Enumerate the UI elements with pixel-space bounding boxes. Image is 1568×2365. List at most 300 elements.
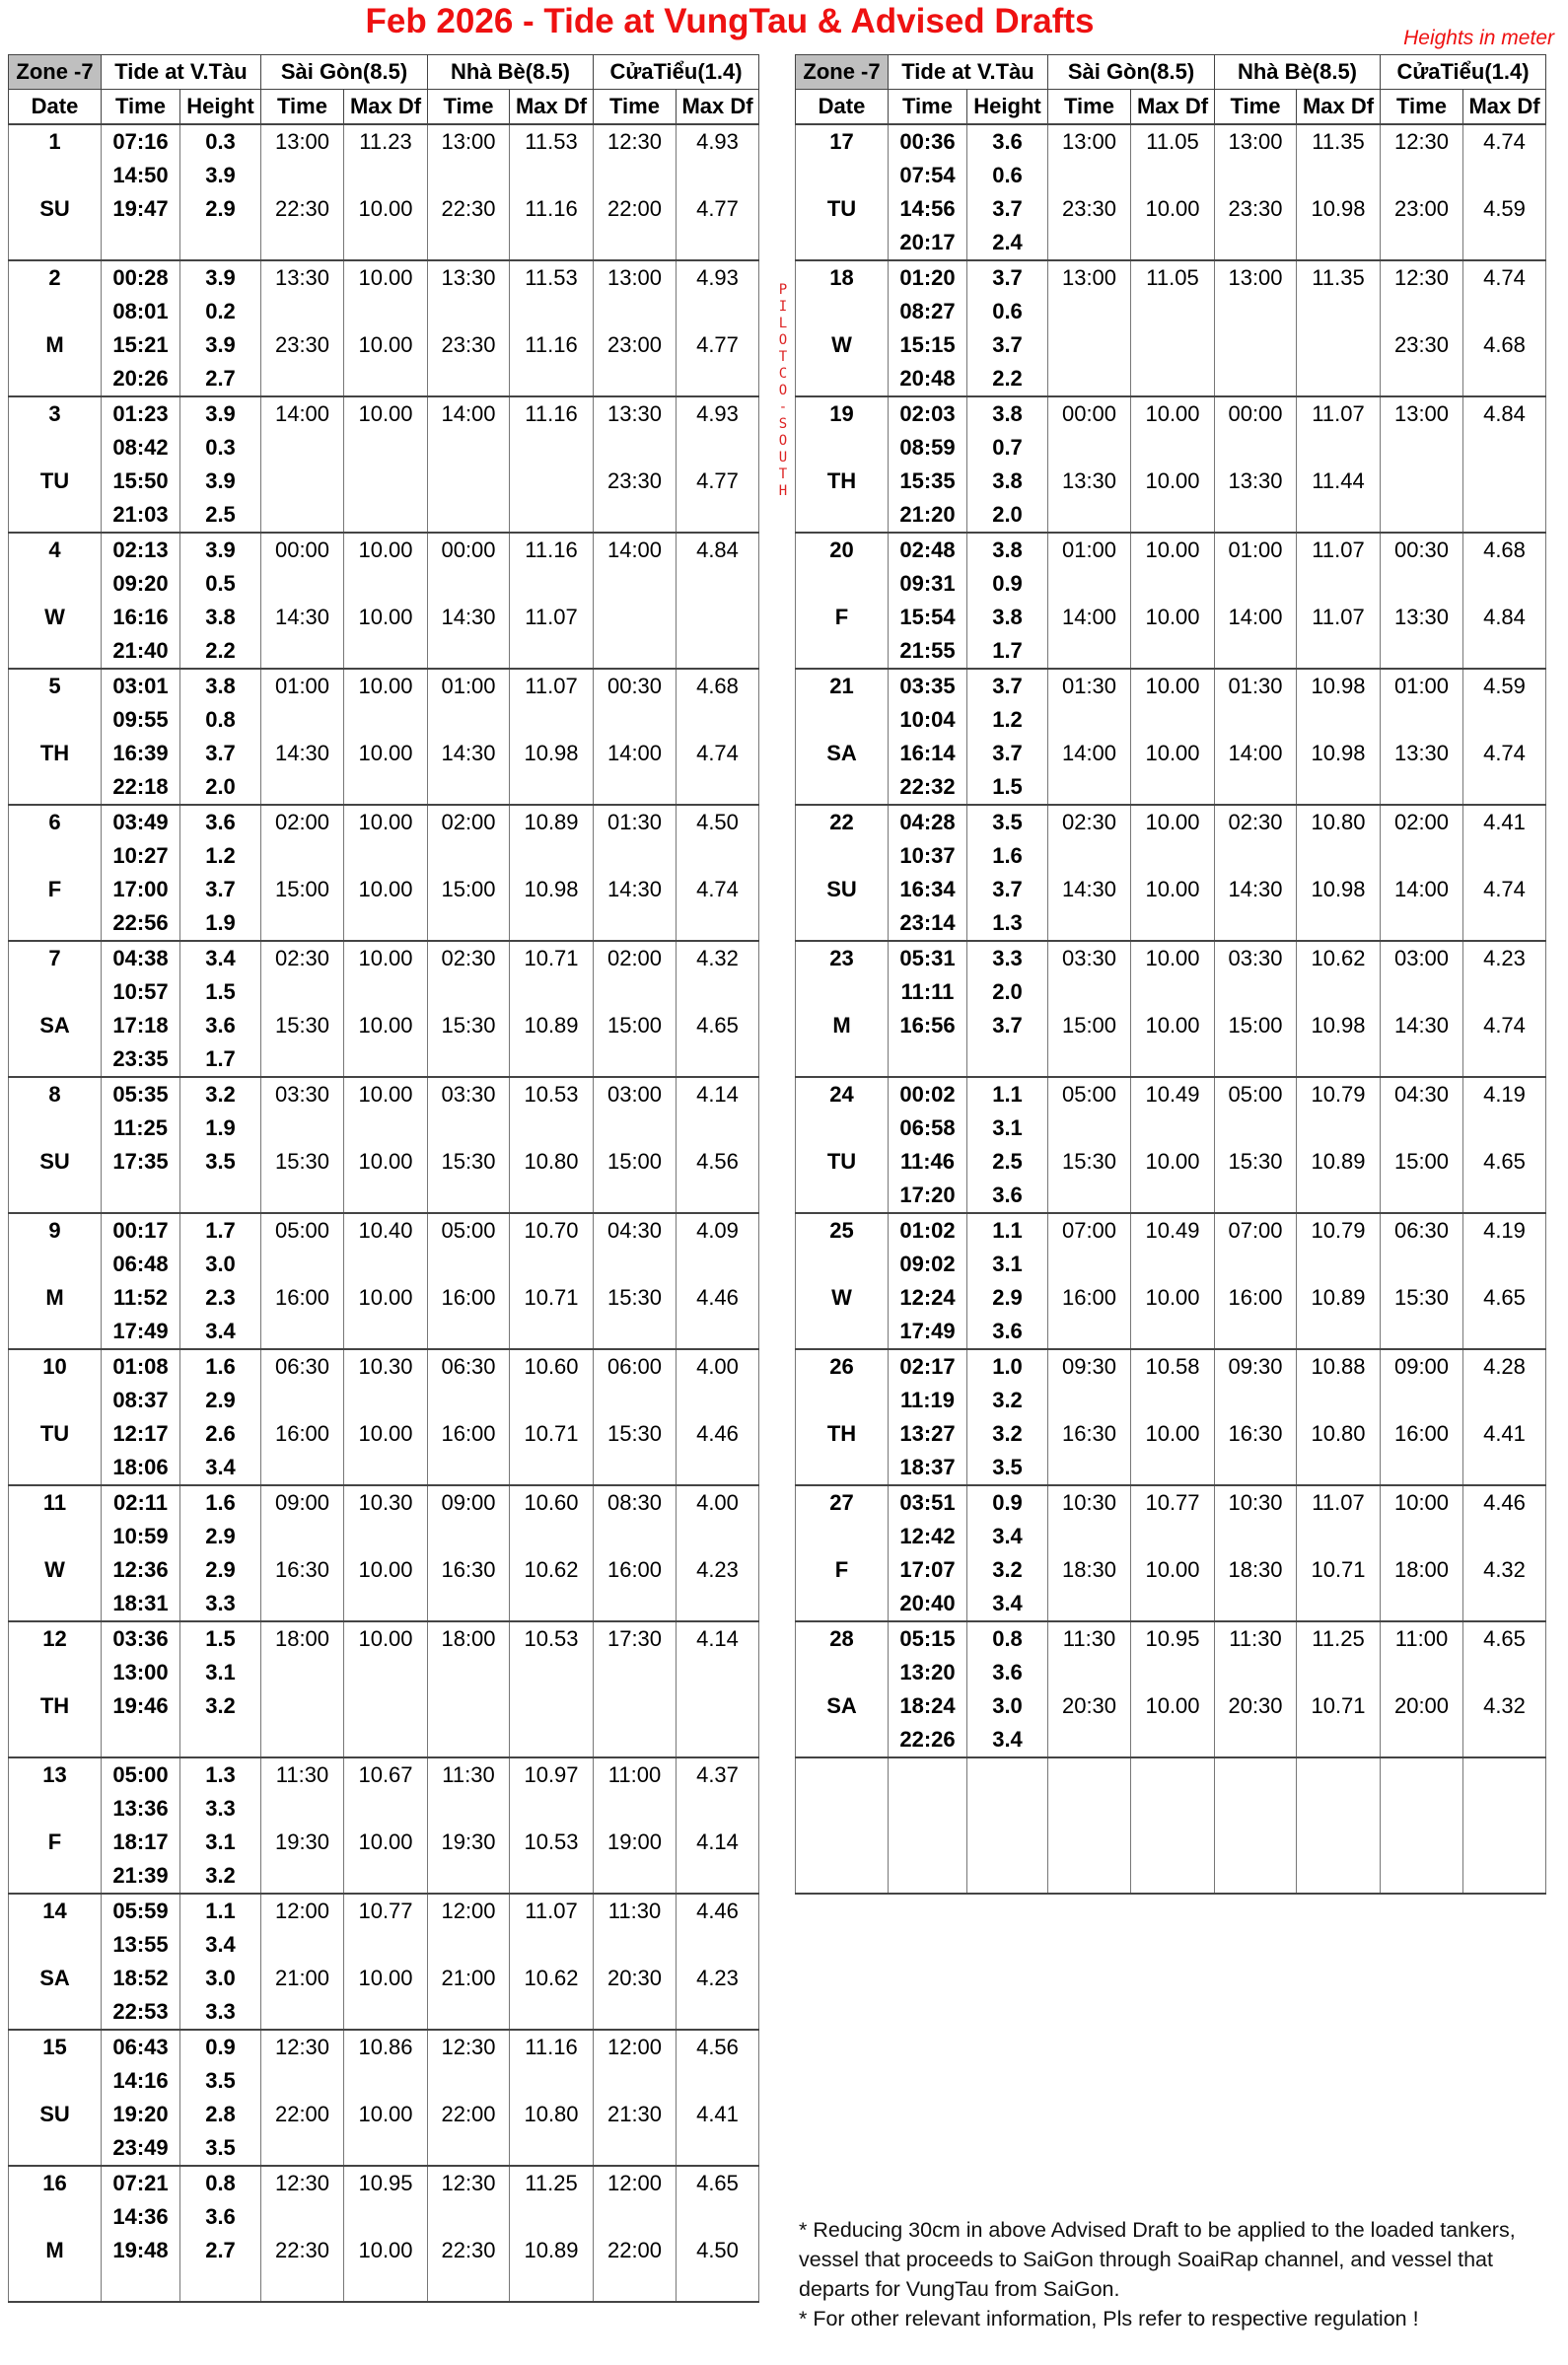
ct-maxdf-cell	[677, 295, 759, 328]
nb-time-cell	[1215, 226, 1297, 260]
date-cell	[796, 1520, 889, 1553]
ct-maxdf-cell	[1463, 226, 1546, 260]
nb-time-cell: 16:30	[428, 1553, 510, 1587]
ct-maxdf-cell	[677, 601, 759, 634]
tide-height-cell: 1.3	[967, 906, 1048, 941]
ct-time-cell: 12:30	[594, 124, 677, 159]
tide-height-cell: 3.4	[967, 1520, 1048, 1553]
ct-maxdf-cell	[1463, 498, 1546, 533]
sg-time-cell	[261, 906, 344, 941]
ct-maxdf-cell	[677, 2200, 759, 2234]
sg-time-cell	[1048, 295, 1131, 328]
nb-maxdf-cell	[510, 2064, 594, 2098]
table-row	[9, 1042, 759, 1077]
sg-time-cell: 20:30	[1048, 1689, 1131, 1723]
nb-maxdf-cell	[1297, 770, 1381, 805]
tide-height-cell: 3.2	[967, 1553, 1048, 1587]
table-row	[9, 805, 759, 839]
sg-time-cell: 03:30	[1048, 941, 1131, 975]
ct-time-cell	[594, 634, 677, 669]
table-row	[796, 1587, 1546, 1621]
sg-time-cell: 14:30	[261, 601, 344, 634]
sg-time-cell: 14:00	[261, 396, 344, 431]
tide-time-cell: 17:18	[102, 1009, 180, 1042]
table-row	[796, 1485, 1546, 1520]
tide-height-cell: 2.9	[180, 192, 261, 226]
ct-time-cell	[594, 839, 677, 873]
ct-maxdf-cell: 4.65	[677, 1009, 759, 1042]
pilot-stamp-char: O	[778, 383, 788, 398]
nb-maxdf-cell	[1297, 703, 1381, 737]
tide-height-cell: 3.2	[180, 1859, 261, 1894]
ct-time-cell	[1381, 1587, 1463, 1621]
tide-time-cell	[889, 1792, 967, 1826]
tide-time-cell: 22:18	[102, 770, 180, 805]
tide-height-cell: 2.5	[180, 498, 261, 533]
sg-time-cell	[261, 1520, 344, 1553]
tide-time-cell: 16:39	[102, 737, 180, 770]
tide-time-cell: 13:55	[102, 1928, 180, 1962]
tide-height-cell: 0.3	[180, 124, 261, 159]
date-cell	[9, 362, 102, 396]
ct-time-cell: 11:00	[1381, 1621, 1463, 1656]
ct-maxdf-cell	[677, 1792, 759, 1826]
sg-time-cell	[1048, 1587, 1131, 1621]
tide-height-cell: 3.4	[180, 1451, 261, 1485]
ct-maxdf-cell	[1463, 703, 1546, 737]
pilot-stamp-char: S	[778, 416, 788, 432]
nb-maxdf-cell	[1297, 1315, 1381, 1349]
pilot-stamp-char: O	[778, 332, 788, 348]
ct-maxdf-cell	[1463, 567, 1546, 601]
ct-maxdf-cell	[677, 975, 759, 1009]
ct-time-cell: 00:30	[594, 669, 677, 703]
sg-time-cell: 16:30	[261, 1553, 344, 1587]
tide-time-cell: 21:03	[102, 498, 180, 533]
zone-header: Zone -7	[9, 55, 102, 90]
nb-maxdf-cell: 10.97	[510, 1757, 594, 1792]
nb-maxdf-cell	[510, 226, 594, 260]
tide-height-cell: 1.7	[967, 634, 1048, 669]
nb-maxdf-cell	[1297, 226, 1381, 260]
day-of-week-cell: SU	[9, 2098, 102, 2131]
nb-maxdf-cell: 10.79	[1297, 1077, 1381, 1111]
date-cell	[9, 703, 102, 737]
ct-time-cell	[594, 2131, 677, 2166]
tide-height-cell	[180, 2267, 261, 2302]
ct-maxdf-cell	[1463, 1111, 1546, 1145]
ct-time-cell	[1381, 1384, 1463, 1417]
ct-maxdf-cell: 4.74	[1463, 873, 1546, 906]
sg-time-cell: 12:30	[261, 2166, 344, 2200]
tide-time-cell: 19:48	[102, 2234, 180, 2267]
ct-maxdf-cell	[1463, 1792, 1546, 1826]
tide-height-cell: 1.5	[967, 770, 1048, 805]
ct-time-cell: 01:30	[594, 805, 677, 839]
nb-maxdf-cell: 10.98	[1297, 737, 1381, 770]
ct-maxdf-cell: 4.84	[1463, 396, 1546, 431]
table-row	[9, 1417, 759, 1451]
nb-time-cell: 21:00	[428, 1962, 510, 1995]
table-row	[9, 2131, 759, 2166]
nb-maxdf-cell: 10.62	[1297, 941, 1381, 975]
date-cell: 20	[796, 533, 889, 567]
date-cell	[9, 1315, 102, 1349]
table-row	[9, 1451, 759, 1485]
nb-time-cell: 12:30	[428, 2030, 510, 2064]
table-row	[9, 906, 759, 941]
tide-height-cell: 1.1	[180, 1894, 261, 1928]
ct-time-cell: 16:00	[594, 1553, 677, 1587]
nb-maxdf-cell: 11.16	[510, 192, 594, 226]
ct-time-cell	[594, 1723, 677, 1757]
nb-time-cell: 22:00	[428, 2098, 510, 2131]
table-row	[9, 1145, 759, 1179]
ct-time-cell	[594, 1689, 677, 1723]
nb-time-cell: 09:00	[428, 1485, 510, 1520]
sg-maxdf-cell	[344, 703, 428, 737]
nb-maxdf-cell: 10.71	[510, 941, 594, 975]
day-of-week-cell: SA	[796, 1689, 889, 1723]
date-cell	[796, 1859, 889, 1894]
date-cell	[9, 1179, 102, 1213]
table-row	[9, 1894, 759, 1928]
sg-maxdf-cell: 10.00	[1131, 465, 1215, 498]
ct-time-cell: 18:00	[1381, 1553, 1463, 1587]
ct-maxdf-cell: 4.46	[1463, 1485, 1546, 1520]
sg-time-cell: 15:00	[261, 873, 344, 906]
sg-maxdf-cell: 10.30	[344, 1349, 428, 1384]
sg-time-cell	[261, 431, 344, 465]
sg-time-cell: 11:30	[1048, 1621, 1131, 1656]
ct-maxdf-cell: 4.68	[1463, 328, 1546, 362]
ct-time-cell: 19:00	[594, 1826, 677, 1859]
tide-height-cell: 3.9	[180, 396, 261, 431]
nb-time-cell	[428, 2064, 510, 2098]
table-row	[9, 703, 759, 737]
nb-time-cell	[428, 362, 510, 396]
tide-height-cell: 3.6	[967, 124, 1048, 159]
tide-height-cell: 3.7	[967, 1009, 1048, 1042]
nb-time-cell	[428, 1384, 510, 1417]
ct-maxdf-cell	[1463, 1248, 1546, 1281]
date-cell	[796, 1042, 889, 1077]
table-row	[796, 1792, 1546, 1826]
date-cell	[9, 498, 102, 533]
maxdf-col-header: Max Df	[677, 90, 759, 125]
sg-maxdf-cell	[344, 295, 428, 328]
tide-height-cell: 3.1	[967, 1111, 1048, 1145]
ct-maxdf-cell: 4.32	[1463, 1689, 1546, 1723]
ct-maxdf-cell	[1463, 1587, 1546, 1621]
day-of-week-cell: TU	[796, 192, 889, 226]
nb-time-cell: 00:00	[428, 533, 510, 567]
ct-time-cell	[1381, 1826, 1463, 1859]
date-cell	[796, 634, 889, 669]
nb-time-cell: 11:30	[428, 1757, 510, 1792]
sg-time-cell: 14:00	[1048, 601, 1131, 634]
date-cell	[9, 2200, 102, 2234]
sg-maxdf-cell	[344, 498, 428, 533]
sg-maxdf-cell	[1131, 226, 1215, 260]
ct-maxdf-cell: 4.46	[677, 1894, 759, 1928]
table-row	[9, 1384, 759, 1417]
day-of-week-cell: TU	[9, 465, 102, 498]
nb-time-cell	[1215, 159, 1297, 192]
day-of-week-cell: W	[796, 1281, 889, 1315]
nb-maxdf-cell	[510, 1689, 594, 1723]
tide-time-cell: 18:37	[889, 1451, 967, 1485]
tide-time-cell: 14:16	[102, 2064, 180, 2098]
nb-maxdf-cell	[510, 2267, 594, 2302]
nb-maxdf-cell: 10.80	[510, 2098, 594, 2131]
sg-maxdf-cell	[1131, 839, 1215, 873]
maxdf-col-header: Max Df	[1297, 90, 1381, 125]
nb-time-cell: 23:30	[1215, 192, 1297, 226]
nb-maxdf-cell: 11.07	[1297, 601, 1381, 634]
ct-time-cell	[594, 2267, 677, 2302]
nb-maxdf-cell: 11.25	[510, 2166, 594, 2200]
tide-time-cell: 21:39	[102, 1859, 180, 1894]
date-cell	[796, 703, 889, 737]
pilot-stamp-char: T	[778, 349, 788, 365]
sg-maxdf-cell	[1131, 1826, 1215, 1859]
date-cell	[796, 431, 889, 465]
ct-maxdf-cell: 4.74	[1463, 737, 1546, 770]
tide-height-cell: 3.3	[180, 1792, 261, 1826]
sg-maxdf-cell	[344, 226, 428, 260]
nb-maxdf-cell: 11.07	[1297, 1485, 1381, 1520]
sg-time-cell: 03:30	[261, 1077, 344, 1111]
table-row	[9, 431, 759, 465]
sg-maxdf-cell: 10.00	[344, 737, 428, 770]
nb-time-cell	[428, 1179, 510, 1213]
sg-maxdf-cell: 10.58	[1131, 1349, 1215, 1384]
table-row	[796, 431, 1546, 465]
nb-time-cell: 20:30	[1215, 1689, 1297, 1723]
nb-maxdf-cell: 11.07	[510, 669, 594, 703]
ct-maxdf-cell: 4.19	[1463, 1077, 1546, 1111]
tide-time-cell: 11:52	[102, 1281, 180, 1315]
tide-time-cell: 02:17	[889, 1349, 967, 1384]
date-cell	[9, 2267, 102, 2302]
sg-maxdf-cell: 10.00	[344, 873, 428, 906]
nb-time-cell: 22:30	[428, 192, 510, 226]
nb-maxdf-cell	[1297, 362, 1381, 396]
date-cell: 19	[796, 396, 889, 431]
tide-height-cell	[967, 1859, 1048, 1894]
table-row	[796, 1826, 1546, 1859]
sg-time-cell: 12:00	[261, 1894, 344, 1928]
sg-time-cell	[261, 703, 344, 737]
table-row	[796, 737, 1546, 770]
tide-time-cell: 01:02	[889, 1213, 967, 1248]
sg-maxdf-cell: 10.00	[1131, 1553, 1215, 1587]
tide-height-cell	[967, 1826, 1048, 1859]
ct-time-cell	[594, 703, 677, 737]
tide-height-cell: 3.4	[967, 1587, 1048, 1621]
day-of-week-cell: TH	[796, 465, 889, 498]
time-col-header: Time	[1048, 90, 1131, 125]
pilot-stamp-char: P	[778, 282, 788, 298]
ct-maxdf-cell	[1463, 362, 1546, 396]
table-row	[9, 669, 759, 703]
table-row	[796, 669, 1546, 703]
tide-height-cell: 3.6	[180, 805, 261, 839]
ct-maxdf-cell	[1463, 1757, 1546, 1792]
nb-maxdf-cell	[1297, 1656, 1381, 1689]
nb-time-cell	[1215, 567, 1297, 601]
sg-maxdf-cell: 11.05	[1131, 260, 1215, 295]
table-row	[9, 1349, 759, 1384]
sg-time-cell	[261, 567, 344, 601]
nb-time-cell: 05:00	[1215, 1077, 1297, 1111]
nb-time-cell	[428, 1859, 510, 1894]
tide-height-cell: 0.6	[967, 295, 1048, 328]
ct-maxdf-cell: 4.93	[677, 124, 759, 159]
table-row	[796, 1145, 1546, 1179]
tide-time-cell: 02:48	[889, 533, 967, 567]
table-row	[796, 839, 1546, 873]
nb-time-cell	[428, 1995, 510, 2030]
tide-time-cell	[102, 2267, 180, 2302]
ct-time-cell	[594, 159, 677, 192]
tide-time-cell: 10:57	[102, 975, 180, 1009]
tide-time-cell: 18:52	[102, 1962, 180, 1995]
ct-time-cell	[1381, 703, 1463, 737]
nb-maxdf-cell: 10.89	[1297, 1281, 1381, 1315]
ct-maxdf-cell: 4.84	[1463, 601, 1546, 634]
ct-maxdf-cell: 4.23	[677, 1553, 759, 1587]
ct-time-cell: 12:00	[594, 2166, 677, 2200]
tide-time-cell: 16:34	[889, 873, 967, 906]
ct-maxdf-cell: 4.93	[677, 396, 759, 431]
sg-time-cell: 18:30	[1048, 1553, 1131, 1587]
date-cell	[796, 839, 889, 873]
nb-time-cell: 02:30	[1215, 805, 1297, 839]
sg-time-cell: 15:30	[261, 1009, 344, 1042]
day-of-week-cell: SU	[796, 873, 889, 906]
ct-time-cell	[594, 567, 677, 601]
ct-time-cell	[1381, 226, 1463, 260]
sg-time-cell: 01:00	[1048, 533, 1131, 567]
table-row	[796, 601, 1546, 634]
tide-time-cell: 08:42	[102, 431, 180, 465]
sg-maxdf-cell	[344, 1587, 428, 1621]
nb-maxdf-cell: 11.07	[510, 1894, 594, 1928]
sg-maxdf-cell	[1131, 1315, 1215, 1349]
sg-time-cell: 13:00	[1048, 124, 1131, 159]
tide-height-cell: 1.7	[180, 1213, 261, 1248]
table-row	[796, 1621, 1546, 1656]
nb-maxdf-cell: 11.16	[510, 328, 594, 362]
tide-time-cell: 15:21	[102, 328, 180, 362]
tide-time-cell: 05:00	[102, 1757, 180, 1792]
table-row	[9, 1248, 759, 1281]
sg-time-cell: 02:30	[261, 941, 344, 975]
sg-time-cell	[261, 1042, 344, 1077]
nb-time-cell	[1215, 1826, 1297, 1859]
nb-time-cell	[1215, 1792, 1297, 1826]
ct-maxdf-cell	[677, 498, 759, 533]
nb-time-cell	[1215, 362, 1297, 396]
nb-maxdf-cell: 10.71	[1297, 1553, 1381, 1587]
date-cell: 5	[9, 669, 102, 703]
ct-maxdf-cell	[677, 2267, 759, 2302]
sg-time-cell	[1048, 1111, 1131, 1145]
date-cell: 21	[796, 669, 889, 703]
day-of-week-cell: F	[796, 601, 889, 634]
ct-time-cell	[594, 1451, 677, 1485]
date-cell	[9, 2131, 102, 2166]
sg-maxdf-cell: 10.00	[344, 669, 428, 703]
tide-time-cell: 17:20	[889, 1179, 967, 1213]
table-row	[796, 396, 1546, 431]
table-row	[9, 1587, 759, 1621]
nb-time-cell	[1215, 1757, 1297, 1792]
tide-time-cell: 08:27	[889, 295, 967, 328]
nb-time-cell: 03:30	[428, 1077, 510, 1111]
tide-height-cell: 1.1	[967, 1213, 1048, 1248]
date-cell: 23	[796, 941, 889, 975]
date-cell: 9	[9, 1213, 102, 1248]
cuatieu-header: CửaTiểu(1.4)	[1381, 55, 1546, 90]
sg-maxdf-cell	[344, 1248, 428, 1281]
tide-time-cell: 00:28	[102, 260, 180, 295]
ct-time-cell: 02:00	[594, 941, 677, 975]
sg-time-cell	[261, 362, 344, 396]
table-row	[9, 1792, 759, 1826]
table-row	[9, 226, 759, 260]
day-of-week-cell: TU	[796, 1145, 889, 1179]
nhabe-header: Nhà Bè(8.5)	[428, 55, 594, 90]
sg-time-cell: 16:30	[1048, 1417, 1131, 1451]
sg-maxdf-cell: 10.00	[1131, 396, 1215, 431]
nb-maxdf-cell	[1297, 328, 1381, 362]
tide-height-cell: 2.0	[967, 498, 1048, 533]
nb-time-cell	[428, 975, 510, 1009]
sg-maxdf-cell: 10.00	[344, 2098, 428, 2131]
tide-height-cell	[180, 1723, 261, 1757]
time-col-header: Time	[261, 90, 344, 125]
ct-time-cell: 13:00	[594, 260, 677, 295]
table-row	[796, 1281, 1546, 1315]
ct-time-cell: 14:30	[1381, 1009, 1463, 1042]
nb-maxdf-cell: 10.71	[1297, 1689, 1381, 1723]
sg-maxdf-cell	[344, 770, 428, 805]
sg-maxdf-cell	[344, 159, 428, 192]
sg-maxdf-cell	[1131, 1384, 1215, 1417]
nb-time-cell	[428, 159, 510, 192]
sg-maxdf-cell: 10.67	[344, 1757, 428, 1792]
nb-time-cell	[1215, 906, 1297, 941]
pilot-stamp-char: H	[778, 483, 788, 499]
tide-time-cell: 19:20	[102, 2098, 180, 2131]
date-cell	[796, 567, 889, 601]
nb-time-cell	[428, 431, 510, 465]
nb-maxdf-cell	[510, 1384, 594, 1417]
tide-time-cell: 16:16	[102, 601, 180, 634]
ct-maxdf-cell: 4.41	[677, 2098, 759, 2131]
sg-maxdf-cell: 10.00	[344, 1417, 428, 1451]
nb-time-cell: 18:30	[1215, 1553, 1297, 1587]
date-cell	[796, 975, 889, 1009]
table-row	[796, 1077, 1546, 1111]
tide-time-cell: 01:20	[889, 260, 967, 295]
table-row	[9, 1553, 759, 1587]
ct-maxdf-cell	[1463, 1451, 1546, 1485]
nb-maxdf-cell: 11.44	[1297, 465, 1381, 498]
